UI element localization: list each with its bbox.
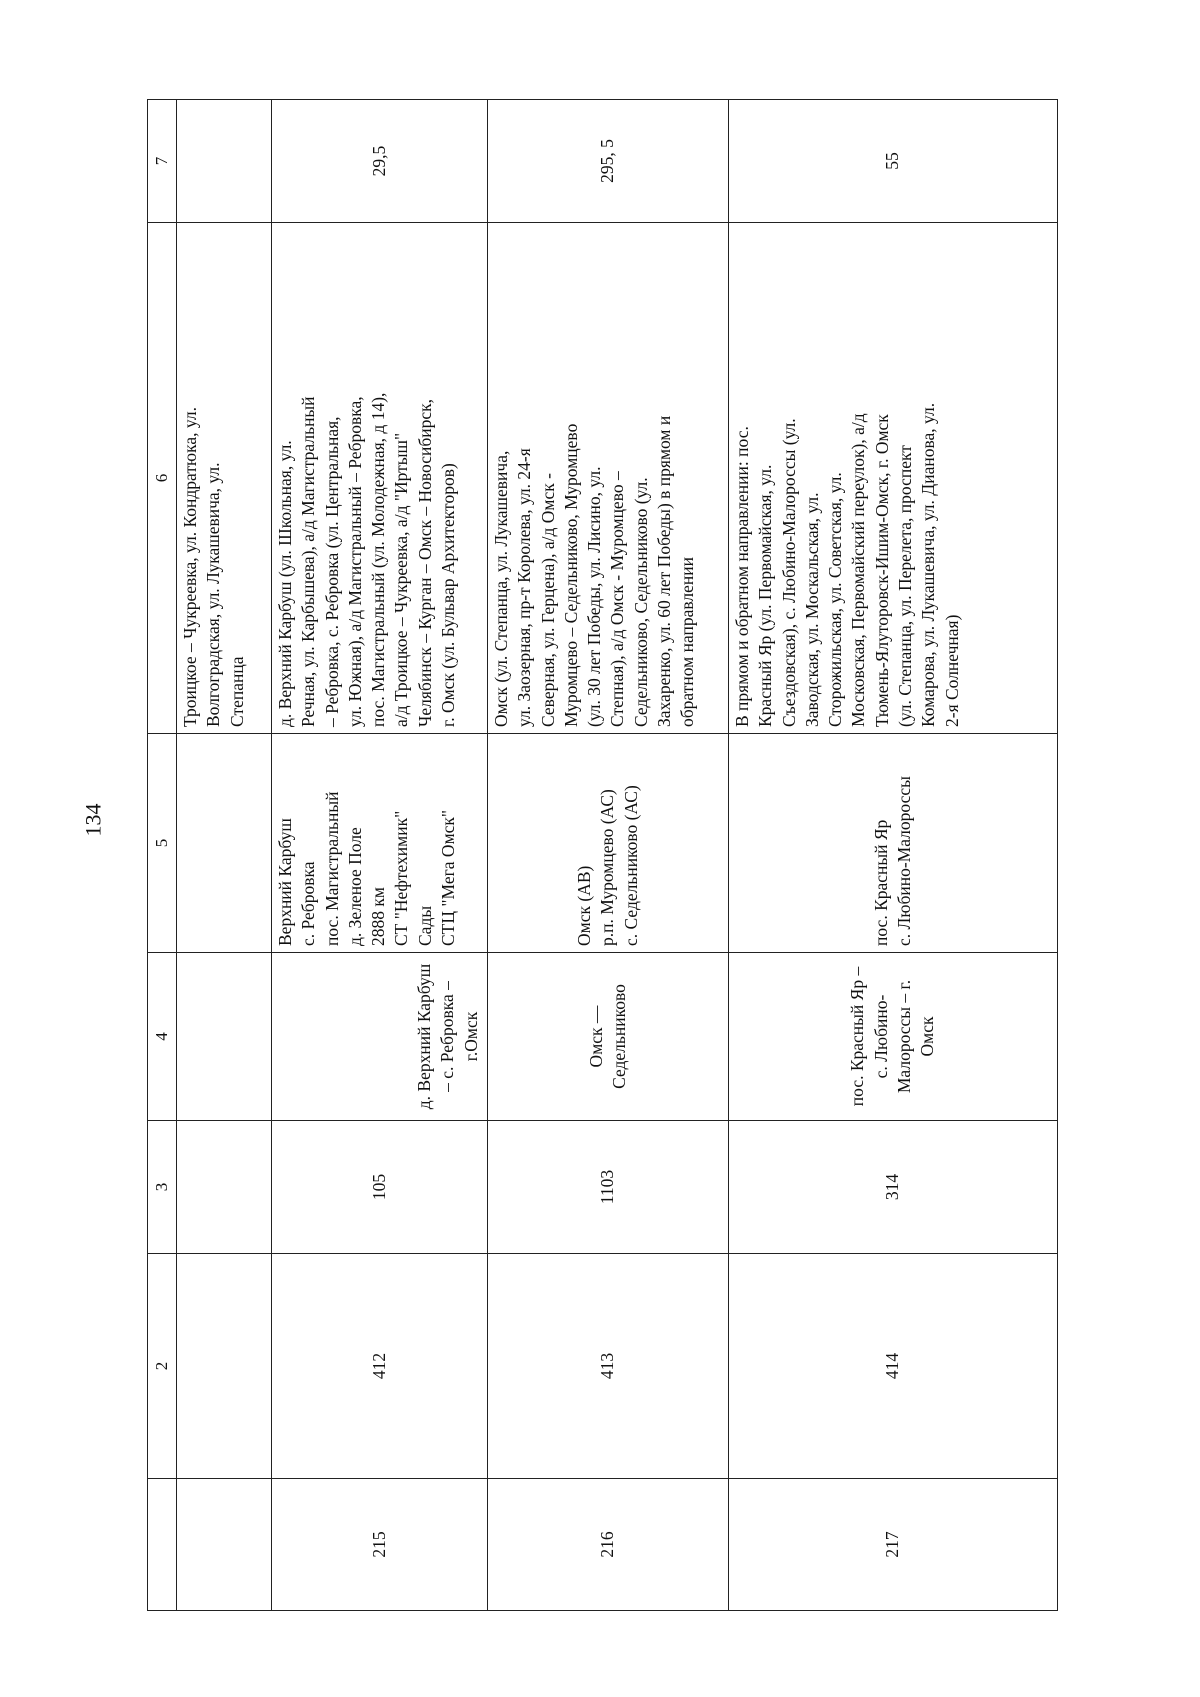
stop-line: р.п. Муромцево (АС) [597, 789, 618, 946]
path-line: г. Омск (ул. Бульвар Архитекторов) [438, 463, 459, 727]
route-table [147, 99, 1058, 1611]
path-line: (ул. Степанца, ул. Перелета, проспект [895, 445, 916, 727]
path-line: обратном направлении [677, 556, 698, 727]
table-row [272, 100, 488, 1611]
table-row [177, 100, 272, 1611]
cell-length [177, 100, 272, 223]
path-line: Речная, ул. Карбышева), а/д Магистральный [298, 396, 319, 727]
path-line: Северная, ул. Герцена), а/д Омск - [537, 473, 558, 727]
header-cell [148, 1479, 177, 1611]
path-line: (ул. 30 лет Победы, ул. Лисино, ул. [584, 466, 605, 727]
path-line: Челябинск – Курган – Омск – Новосибирск, [414, 399, 435, 727]
stop-line: д. Зеленое Поле [344, 827, 365, 946]
path-line: В прямом и обратном направлении: пос. [732, 426, 752, 727]
stop-line: с. Ребровка [298, 861, 319, 946]
path-line: Троицкое – Чукреевка, ул. Кондратюка, ул. [180, 407, 200, 727]
cell-stops [729, 734, 1058, 953]
header-cell: 2 [148, 1254, 177, 1479]
header-cell: 3 [148, 1121, 177, 1254]
header-cell: 7 [148, 100, 177, 223]
cell-route-name: пос. Красный Яр – с. Любино-Малороссы – г. Омск [729, 953, 1058, 1121]
cell-stops [488, 734, 729, 953]
header-cell: 4 [148, 953, 177, 1121]
path-line: – Ребровка, с. Ребровка (ул. Центральная, [321, 416, 342, 727]
cell-number: 217 [729, 1479, 1058, 1611]
path-line: Тюмень-Ялуторовск-Ишим-Омск, г. Омск [871, 414, 892, 727]
table-row [729, 100, 1058, 1611]
path-line: пос. Магистральный (ул. Молодежная, д 14), [368, 392, 389, 727]
header-row [148, 100, 177, 1611]
stop-line: Сады [414, 905, 435, 946]
path-line: а/д Троицкое – Чукреевка, а/д "Иртыш" [391, 432, 412, 727]
path-line: ул. Заозерная, пр-т Королева, ул. 24-я [514, 448, 535, 727]
cell-registration-number: 314 [729, 1121, 1058, 1254]
cell-length: 55 [729, 100, 1058, 223]
path-line: Степанца [226, 656, 247, 727]
cell-length: 295, 5 [488, 100, 729, 223]
cell-stops [272, 734, 488, 953]
cell-route-name: д. Верхний Карбуш – с. Ребровка – г.Омск [272, 953, 488, 1121]
path-line: Волгоградская, ул. Лукашевича, ул. [203, 462, 224, 727]
cell-route-number [177, 1254, 272, 1479]
stop-line: пос. Красный Яр [870, 819, 891, 946]
path-line: Сторожильская, ул. Советская, ул. [825, 472, 846, 727]
path-line: Омск (ул. Степанца, ул. Лукашевича, [491, 450, 511, 727]
path-line: Седельниково, Седельниково (ул. [630, 477, 651, 727]
cell-path [272, 223, 488, 734]
cell-stops [177, 734, 272, 953]
cell-route-number: 412 [272, 1254, 488, 1479]
path-line: Муромцево – Седельниково, Муромцево [560, 423, 581, 727]
page-number-text: 134 [80, 803, 105, 837]
cell-number [177, 1479, 272, 1611]
cell-route-number: 414 [729, 1254, 1058, 1479]
path-line: Степная), а/д Омск - Муромцево – [607, 471, 628, 727]
stop-line: с. Седельниково (АС) [620, 785, 641, 946]
cell-registration-number: 1103 [488, 1121, 729, 1254]
cell-number: 215 [272, 1479, 488, 1611]
cell-number: 216 [488, 1479, 729, 1611]
path-line: Съездовская), с. Любино-Малороссы (ул. [778, 418, 799, 727]
path-line: Захаренко, ул. 60 лет Победы) в прямом и [654, 415, 675, 727]
cell-registration-number [177, 1121, 272, 1254]
cell-path [488, 223, 729, 734]
stop-line: Омск (АВ) [574, 865, 595, 946]
cell-length: 29,5 [272, 100, 488, 223]
stop-line: СТ "Нефтехимик" [391, 810, 412, 946]
path-line: Комарова, ул. Лукашевича, ул. Дианова, ул. [918, 402, 939, 727]
header-cell: 5 [148, 734, 177, 953]
page-number [73, 790, 113, 850]
cell-route-number: 413 [488, 1254, 729, 1479]
cell-path [729, 223, 1058, 734]
cell-route-name: Омск — Седельниково [488, 953, 729, 1121]
path-line: Заводская, ул. Москальская, ул. [801, 492, 822, 727]
cell-route-name [177, 953, 272, 1121]
stop-line: СТЦ "Мега Омск" [438, 809, 459, 946]
header-cell: 6 [148, 223, 177, 734]
path-line: д. Верхний Карбуш (ул. Школьная, ул. [275, 440, 295, 727]
stop-line: пос. Магистральный [321, 791, 342, 946]
cell-path [177, 223, 272, 734]
cell-registration-number: 105 [272, 1121, 488, 1254]
stop-line: Верхний Карбуш [275, 818, 295, 946]
path-line: Московская, Первомайский переулок), а/д [848, 413, 869, 727]
path-line: Красный Яр (ул. Первомайская, ул. [755, 464, 776, 727]
route-table-container [147, 100, 1056, 1611]
table-row [488, 100, 729, 1611]
stop-line: с. Любино-Малороссы [894, 776, 914, 946]
path-line: 2-я Солнечная) [941, 614, 962, 727]
path-line: ул. Южная), а/д Магистральный – Ребровка, [344, 396, 365, 727]
stop-line: 2888 км [368, 887, 389, 946]
